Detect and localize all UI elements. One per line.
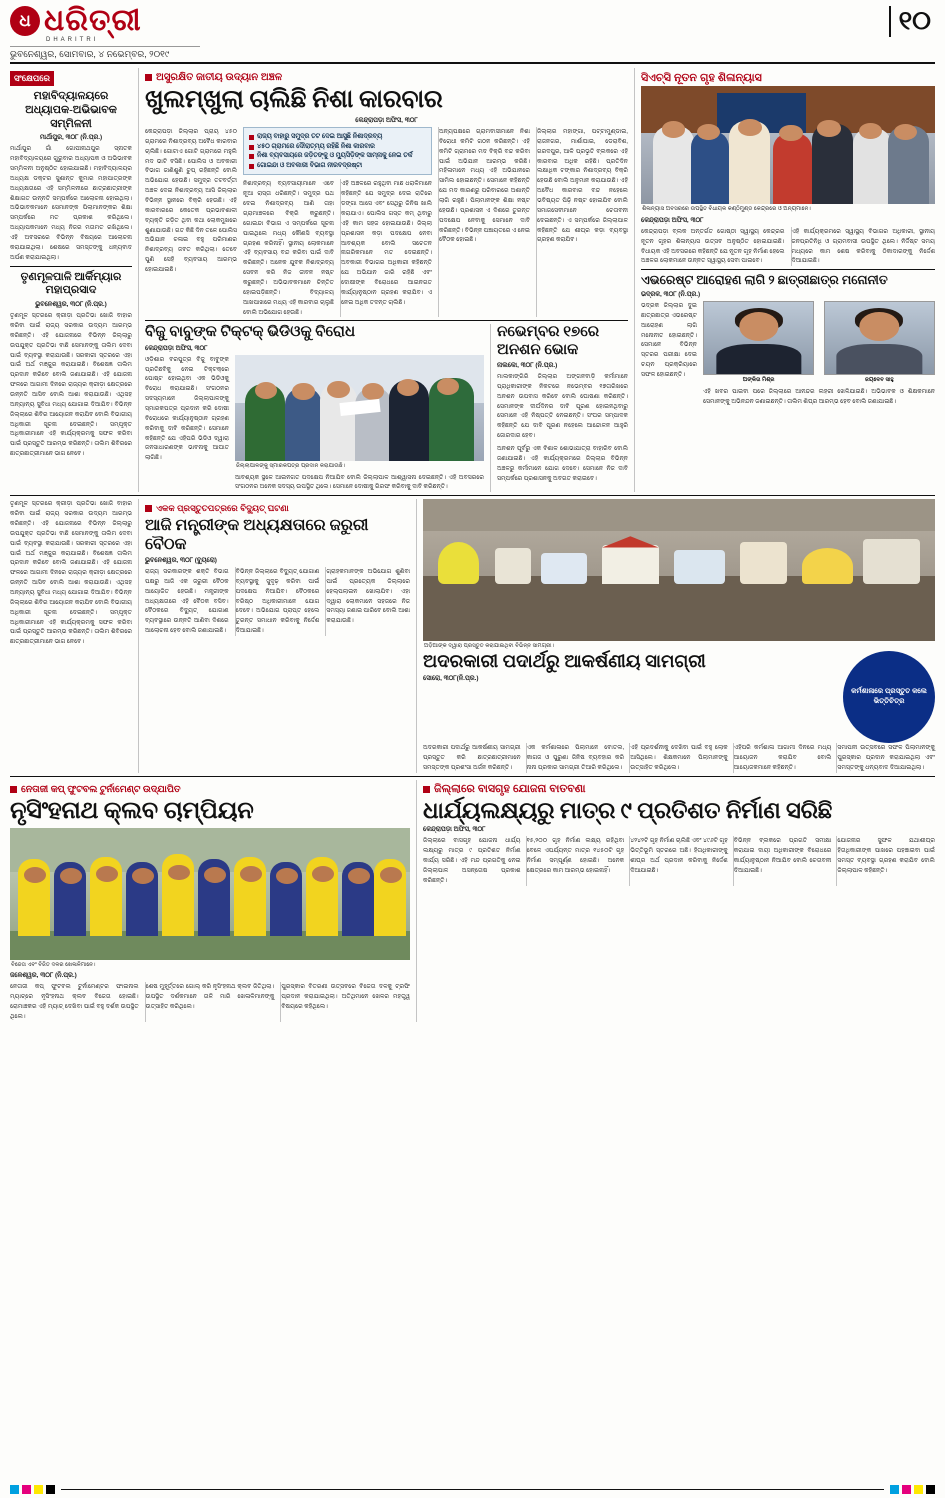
bidyut-col-1: ରାଜ୍ୟ ସରକାରଙ୍କ ଶକ୍ତି ବିଭାଗ ପକ୍ଷରୁ ଆଜି ଏକ ଜରୁରୀ ବୈଠକ ଆୟୋଜିତ ହେଉଛି। ମନ୍ତ୍ରୀଙ୍କ ଅଧ୍ୟକ୍ଷତାରେ ଏହି ବୈଠକ ବସିବ। ବୈଠକରେ ବିଦ୍ୟୁତ୍ ଯୋଗାଣ ବ୍ୟବସ୍ଥାରେ ଉନ୍ନତି ଆଣିବା ଦିଶରେ ଆଲୋଚନା ହେବ ବୋଲି ଜଣାଯାଇଛି। bbox=[145, 568, 229, 635]
lead-bullet-4: ଗୋଇନ୍ଦା ଓ ଅବକାରୀ ବିଭାଗ ନୀରବଦ୍ରଷ୍ଟା bbox=[249, 161, 426, 171]
housing-col-5: ଯୋଜନାର ସୁଫଳ ଯଥାଶୀଘ୍ର ହିତାଧିକାରୀଙ୍କ ପାଖରେ ପହଞ୍ଚାଇବା ପାଇଁ ସମସ୍ତ ବ୍ୟବସ୍ଥା ଗ୍ରହଣ କରାଯିବ ବୋଲି ଜିଲ୍ଲାପାଳ କହିଛନ୍ତି। bbox=[836, 836, 935, 885]
story-football bbox=[10, 780, 410, 1022]
football-photo-caption: ବିଜେତା ଏବଂ ବିଜିତ ଦଳର ଖେଳାଳିମାନେ। bbox=[11, 961, 96, 968]
anasana-byline: ନାଲକୋ, ୩୦୮ (ନି.ପ୍ର.) bbox=[497, 361, 558, 369]
story-waste bbox=[416, 499, 935, 772]
lead-kicker bbox=[145, 72, 282, 83]
story-anasana bbox=[490, 324, 628, 492]
housing-kicker bbox=[423, 783, 586, 796]
left-rail-lower bbox=[10, 499, 132, 772]
bidyut-byline: ଭୁବନେଶ୍ୱର, ୩୦୮ (ବ୍ୟୁରୋ) bbox=[145, 557, 217, 565]
housing-col-4: ବିଭିନ୍ନ ବ୍ଲକରେ ପ୍ରଗତି ସମୀକ୍ଷା କରାଯାଇ ଦାୟୀ ଅଧିକାରୀଙ୍କ ବିରୋଧରେ କାର୍ଯ୍ୟାନୁଷ୍ଠାନ ନିଆଯିବ ବୋଲି ଚେତାବନୀ ଦିଆଯାଇଛି। bbox=[733, 836, 832, 885]
everest-photo-1-name: ଅଙ୍କିତା ମିଶ୍ର bbox=[742, 377, 775, 384]
bidyut-headline: ଆଜି ମନ୍ତ୍ରୀଙ୍କ ଅଧ୍ୟକ୍ଷତାରେ ଜରୁରୀ ବୈଠକ bbox=[145, 517, 369, 553]
chc-kicker bbox=[641, 72, 762, 85]
swatch-cyan-icon bbox=[890, 1485, 899, 1494]
photo-football-teams bbox=[10, 828, 410, 960]
waste-col-1: ଅଦରକାରୀ ପଦାର୍ଥରୁ ଆକର୍ଷଣୀୟ ସାମଗ୍ରୀ ପ୍ରସ୍ତୁତ କରି ଛାତ୍ରଛାତ୍ରୀମାନେ ସମସ୍ତଙ୍କ ପ୍ରଶଂସା ଅର୍ଜନ କରିଛନ୍ତି। bbox=[423, 744, 521, 771]
housing-byline: କେନ୍ଦ୍ରାପଡ଼ା ଅଫିସ, ୩୦୮ bbox=[423, 826, 486, 834]
everest-photo-2-name: ଜୟଦେବ ସାହୁ bbox=[864, 377, 894, 384]
masthead-logo-text: ଧରିତ୍ରୀ bbox=[44, 4, 142, 37]
avatar bbox=[824, 301, 935, 375]
waste-col-5: ସମାପନୀ ଉତ୍ସବରେ ସଫଳ ପିଲାମାନଙ୍କୁ ପୁରସ୍କାର ପ୍ରଦାନ କରାଯାଇଥିଲା ଏବଂ ସମସ୍ତଙ୍କୁ ଧନ୍ୟବାଦ ଦିଆଯାଇଥିଲା। bbox=[837, 744, 935, 771]
middle-band bbox=[10, 499, 935, 772]
chc-byline: କେନ୍ଦ୍ରାପଡ଼ା ଅଫିସ, ୩୦୮ bbox=[641, 216, 704, 224]
lead-bullet-1: ରାଜ୍ୟ ବାହାରୁ ସମୁଦ୍ର ତଟ ଦେଇ ଆସୁଛି ନିଶାଦ୍ରବ୍ୟ bbox=[249, 132, 426, 142]
swatch-black-icon bbox=[926, 1485, 935, 1494]
lead-story bbox=[145, 68, 628, 317]
waste-photo-caption: ଅଡ଼ିଆଙ୍କ ଦ୍ୱାରା ପ୍ରସ୍ତୁତ କରାଯାଇଥିବା ବିଭିନ୍ନ ସାମଗ୍ରୀ। bbox=[424, 643, 554, 650]
left-rail bbox=[10, 68, 132, 492]
housing-headline: ଧାର୍ଯ୍ୟଲକ୍ଷ୍ୟରୁ ମାତ୍ର ୯ ପ୍ରତିଶତ ନିର୍ମାଣ ସରିଛି bbox=[423, 797, 832, 823]
bullet-square-icon bbox=[249, 145, 254, 150]
everest-photo-1 bbox=[703, 301, 814, 384]
ticktock-col-1: ଓଡ଼ିଶାର ବରପୁତ୍ର ବିଜୁ ବାବୁଙ୍କ ପ୍ରତିଛବିକୁ ନେଇ ଟିକ୍‌ଟକ୍‌ରେ ପୋଷ୍ଟ ହୋଇଥିବା ଏକ ଭିଡିଓକୁ ବିରୋଧ କରାଯାଇଛି। ସଂଗଠନର ସଦସ୍ୟମାନେ ଜିଲ୍ଲାପାଳଙ୍କୁ ସ୍ମାରକପତ୍ର ପ୍ରଦାନ କରି ଦୋଷୀ ବିରୋଧରେ କାର୍ଯ୍ୟାନୁଷ୍ଠାନ ଗ୍ରହଣ କରିବାକୁ ଦାବି କରିଛନ୍ତି। ସେମାନେ କହିଛନ୍ତି ଯେ ଏହିପରି ଭିଡିଓ ଦ୍ୱାରା ଜନସାଧାରଣଙ୍କ ଭାବନାକୁ ଆଘାତ ଲାଗିଛି। bbox=[145, 355, 229, 462]
brief-1-text: ମାର୍ଥାପୁର ଗାଁ ଗୋପୀନାଥପୁର ସ୍ନାତକ ମହାବିଦ୍ୟାଳୟରେ ଗୁରୁବାର ଅଧ୍ୟାପକ ଓ ଅଭିଭାବକ ସମ୍ମିଳନୀ ଅନୁଷ୍ଠିତ ହୋଇଯାଇଛି। ମହାବିଦ୍ୟାଳୟର ଅଧ୍ୟକ୍ଷ ଡକ୍ଟର ସୁଶାନ୍ତ କୁମାର ମହାପାତ୍ରଙ୍କ ଅଧ୍ୟକ୍ଷତାରେ ଏହି ସମ୍ମିଳନୀରେ ଛାତ୍ରଛାତ୍ରୀଙ୍କ ଶିକ୍ଷାଗତ ଉନ୍ନତି ସମ୍ପର୍କରେ ଆଲୋଚନା ହୋଇଥିଲା। ଅଭିଭାବକମାନେ ସେମାନଙ୍କ ପିଲାମାନଙ୍କର ଶିକ୍ଷା ସମ୍ପର୍କରେ ମତ ପ୍ରକାଶ କରିଥିଲେ। ଅଧ୍ୟାପକମାନେ ମଧ୍ୟ ନିଜର ମତାମତ ରଖିଥିଲେ। ଏହି ଅବସରରେ ବିଭିନ୍ନ ବିଷୟରେ ଆଲୋଚନା କରାଯାଇଥିଲା। ଶେଷରେ ସମସ୍ତଙ୍କୁ ଧନ୍ୟବାଦ ଅର୍ପଣ କରାଯାଇଥିଲା। bbox=[10, 145, 132, 261]
football-col-1: ନେତାଜୀ କପ୍‌ ଫୁଟବଲ ଟୁର୍ନାମେଣ୍ଟର ଫାଇନାଲ ମ୍ୟାଚ୍‌ରେ ନୃସିଂହନାଥ କ୍ଲବ ବିଜେତା ହୋଇଛି। ରୋମାଞ୍ଚକର ଏହି ମ୍ୟାଚ୍‌ ଦେଖିବା ପାଇଁ ବହୁ ଦର୍ଶକ ଉପସ୍ଥିତ ଥିଲେ। bbox=[10, 983, 139, 1020]
swatch-magenta-icon bbox=[902, 1485, 911, 1494]
left-rail-lower-text: ତୃଣମୂଳ ସ୍ତରରେ କ୍ରୀଡ଼ା ପ୍ରତିଭା ଖୋଜି ବାହାର କରିବା ପାଇଁ ରାଜ୍ୟ ସରକାର ଉଦ୍ୟମ ଆରମ୍ଭ କରିଛନ୍ତି। ଏହି ଯୋଜନାରେ ବିଭିନ୍ନ ଜିଲ୍ଲାରୁ ଉପଯୁକ୍ତ ପ୍ରତିଭା ବାଛି ସେମାନଙ୍କୁ ତାଲିମ ଦେବା ପାଇଁ ବ୍ୟବସ୍ଥା କରାଯାଉଛି। ସରକାରୀ ସ୍ତରରେ ଏହା ପାଇଁ ଅର୍ଥ ମଞ୍ଜୁର କରାଯାଇଛି। ବିଶେଷଜ୍ଞ ତାଲିମ ପ୍ରଦାନ କରିବେ ବୋଲି ଜଣାଯାଇଛି। ଏହି ଯୋଜନା ଫଳରେ ଆଗାମୀ ଦିନରେ ରାଜ୍ୟର କ୍ରୀଡ଼ା କ୍ଷେତ୍ରରେ ଉନ୍ନତି ଆସିବ ବୋଲି ଆଶା କରାଯାଉଛି। ଏଥିସହ ଅନ୍ୟାନ୍ୟ ସୁବିଧା ମଧ୍ୟ ଯୋଗାଇ ଦିଆଯିବ। ବିଭିନ୍ନ ଜିଲ୍ଲାରେ ଶିବିର ଆୟୋଜନ କରାଯିବ ବୋଲି ବିଭାଗୀୟ ଅଧିକାରୀ ସୂଚନା ଦେଇଛନ୍ତି। ସମ୍ପୃକ୍ତ ଅଧିକାରୀମାନେ ଏହି କାର୍ଯ୍ୟକ୍ରମକୁ ସଫଳ କରିବା ପାଇଁ ପ୍ରସ୍ତୁତି ଆରମ୍ଭ କରିଛନ୍ତି। ତାଲିମ ଶିବିରରେ ଛାତ୍ରଛାତ୍ରୀମାନେ ଭାଗ ନେବେ। bbox=[10, 500, 132, 646]
registration-color-bars bbox=[10, 1485, 935, 1494]
housing-kicker-text: ଜିଲ୍ଲାରେ ବାସଗୃହ ଯୋଜନା ବାତବଣା bbox=[434, 782, 586, 795]
everest-byline: ଭଦ୍ରକ, ୩୦୮ (ନି.ପ୍ର.) bbox=[641, 291, 701, 299]
story-housing bbox=[416, 780, 935, 1022]
swatch-magenta-icon bbox=[22, 1485, 31, 1494]
bullet-square-icon bbox=[10, 786, 17, 793]
ticktock-photo-caption: ଜିଲ୍ଲାପାଳଙ୍କୁ ସ୍ମାରକପତ୍ର ପ୍ରଦାନ କରାଯାଉଛି। bbox=[236, 462, 346, 469]
masthead-logo-subtext: DHARITRI bbox=[46, 37, 99, 43]
bidyut-col-2: ବିଭିନ୍ନ ଜିଲ୍ଲାରେ ବିଦ୍ୟୁତ୍ ଯୋଗାଣ ବ୍ୟବସ୍ଥାକୁ ସୁଦୃଢ଼ କରିବା ପାଇଁ ପଦକ୍ଷେପ ନିଆଯିବ। ବୈଠକରେ ବରିଷ୍ଠ ଅଧିକାରୀମାନେ ଯୋଗ ଦେବେ। ଅଭିଯୋଗ ପ୍ରାପ୍ତ ହେଲେ ତୁରନ୍ତ ସମାଧାନ କରିବାକୁ ନିର୍ଦ୍ଦେଶ ଦିଆଯାଇଛି। bbox=[235, 568, 320, 635]
bullet-square-icon bbox=[249, 164, 254, 169]
bullet-square-icon bbox=[249, 135, 254, 140]
waste-col-3: ଏହି ପ୍ରଦର୍ଶନୀକୁ ଦେଖିବା ପାଇଁ ବହୁ ଲୋକ ଆସିଥିଲେ। ଶିକ୍ଷକମାନେ ପିଲାମାନଙ୍କୁ ଉତ୍ସାହିତ କରିଥିଲେ। bbox=[630, 744, 728, 771]
football-col-3: ପୁରସ୍କାର ବିତରଣୀ ଉତ୍ସବରେ ବିଜେତା ଦଳକୁ ଟ୍ରଫି ପ୍ରଦାନ କରାଯାଇଥିଲା। ଅତିଥିମାନେ ଖେଳର ମହତ୍ତ୍ୱ ବିଷୟରେ କହିଥିଲେ। bbox=[280, 982, 410, 1021]
lead-col-1: କେନ୍ଦ୍ରାପଡ଼ା ଜିଲ୍ଲାର ପ୍ରାୟ ୪୫୦ ଗ୍ରାମରେ ନିଶାଦ୍ରବ୍ୟ ଅବୈଧ କାରବାର ଚାଲିଛି। ଗୋଟାଏ ଗୋଟି ଗ୍ରାମରେ ମହୁଲି ମଦ ଭାଟି ବସିଛି। ପୋଲିସ ଓ ଅବକାରୀ ବିଭାଗ ଜାଣିଶୁଣି ଚୁପ୍‌ ରହିଛନ୍ତି ବୋଲି ଅଭିଯୋଗ ହେଉଛି। ସମୁଦ୍ର ତଟବର୍ତ୍ତୀ ଅଞ୍ଚଳ ଦେଇ ନିଶାଦ୍ରବ୍ୟ ଆସି ଜିଲ୍ଲାର ବିଭିନ୍ନ ସ୍ଥାନରେ ବିକ୍ରି ହେଉଛି। ଏହି କାରବାରରେ କେତେକ ପ୍ରଭାବଶାଳୀ ବ୍ୟକ୍ତି ଜଡ଼ିତ ଥିବା କଥା ଲୋକମୁଖରେ ଶୁଣାଯାଉଛି। ଗତ କିଛି ଦିନ ତଳେ ପୋଲିସ ଅଭିଯାନ ଚଳାଇ ବହୁ ପରିମାଣର ନିଶାଦ୍ରବ୍ୟ ଜବତ କରିଥିଲା। ତେବେ ପୁଣି ସେହି ବ୍ୟବସାୟ ଆରମ୍ଭ ହୋଇଯାଇଛି। bbox=[145, 128, 237, 274]
center-zone bbox=[138, 68, 628, 492]
masthead bbox=[10, 6, 935, 64]
anasana-col-1: ମାଲକାଙ୍ଗିରି ଜିଲ୍ଲାର ଅଙ୍ଗନବାଡ଼ି କର୍ମୀମାନେ ପ୍ରାଧିକାରୀଙ୍କ ନିକଟରେ ନଭେମ୍ବର ୧୭ତାରିଖରେ ଅନଶନ ଉପବାସ କରିବେ ବୋଲି ଘୋଷଣା କରିଛନ୍ତି। ସେମାନଙ୍କ ଦୀର୍ଘଦିନର ଦାବି ପୂରଣ ହୋଇନଥିବାରୁ ସେମାନେ ଏହି ନିଷ୍ପତ୍ତି ନେଇଛନ୍ତି। ସଂଘର ସମ୍ପାଦକ କହିଛନ୍ତି ଯେ ଦାବି ପୂରଣ ନହେଲେ ଆନ୍ଦୋଳନ ଆହୁରି ଜୋରଦାର ହେବ। bbox=[497, 372, 628, 440]
waste-col-4: ଏହିପରି କର୍ମଶାଳା ଆଗାମୀ ଦିନରେ ମଧ୍ୟ ଆୟୋଜନ କରାଯିବ ବୋଲି ଆୟୋଜକମାନେ କହିଛନ୍ତି। bbox=[733, 744, 832, 771]
lead-bullet-2: ୪୫୦ ଗ୍ରାମରେ ଦୌରାତ୍ମ୍ୟ ରହିଛି ନିଶା କାରବାର bbox=[249, 142, 426, 152]
housing-col-3: ୪୨୪୨ଟି ଗୃହ ନିର୍ମାଣ ଚାଲିଛି ଏବଂ ୪୯୬ଟି ଗୃହ ଭିତ୍ତିଭୂମି ସ୍ତରରେ ଅଛି। ହିତାଧିକାରୀଙ୍କୁ ଶୀଘ୍ର ଅର୍ଥ ପ୍ରଦାନ କରିବାକୁ ନିର୍ଦ୍ଦେଶ ଦିଆଯାଇଛି। bbox=[629, 836, 728, 885]
bidyut-kicker bbox=[145, 503, 289, 514]
housing-col-2: ୧୫,୨୦୦ ଗୃହ ନିର୍ମାଣ ଲକ୍ଷ୍ୟ ରହିଥିବା ବେଳେ ଏପର୍ଯ୍ୟନ୍ତ ମାତ୍ର ୧୪୫୦ଟି ଗୃହ ନିର୍ମାଣ ସମ୍ପୂର୍ଣ୍ଣ ହୋଇଛି। ଅନେକ କ୍ଷେତ୍ରରେ କାମ ଆରମ୍ଭ ହୋଇନାହିଁ। bbox=[526, 836, 625, 885]
everest-col-1: ଭଦ୍ରକ ଜିଲ୍ଲାର ଦୁଇ ଛାତ୍ରଛାତ୍ର ଏଭରେଷ୍ଟ ଆରୋହଣ ଲାଗି ମନୋନୀତ ହୋଇଛନ୍ତି। ସେମାନେ ବିଭିନ୍ନ ସ୍ତରର ପରୀକ୍ଷା ଦେଇ ଚୟନ ପ୍ରକ୍ରିୟାରେ ସଫଳ ହୋଇଛନ୍ତି। bbox=[641, 302, 697, 379]
lead-byline: କେନ୍ଦ୍ରାପଡ଼ା ଅଫିସ, ୩୦୮ bbox=[355, 117, 418, 124]
photo-craft-items bbox=[423, 499, 935, 641]
dateline: ଭୁବନେଶ୍ୱର, ସୋମବାର, ୪ ନଭେମ୍ବର, ୨୦୧୯ bbox=[10, 46, 200, 60]
brief-1-byline: ମାର୍ଥାପୁର, ୩୦୮ (ନି.ପ୍ର.) bbox=[39, 134, 103, 142]
bidyut-col-3: ଗ୍ରାହକମାନଙ୍କ ଅଭିଯୋଗ ଶୁଣିବା ପାଇଁ ପ୍ରତ୍ୟେକ ଜିଲ୍ଲାରେ ହେଲ୍ପଲାଇନ ଖୋଲାଯିବ। ଏହା ଦ୍ୱାରା ଲୋକମାନେ ସହଜରେ ନିଜ ସମସ୍ୟା ଜଣାଇ ପାରିବେ ବୋଲି ଆଶା କରାଯାଉଛି। bbox=[325, 567, 410, 636]
ticktock-byline: କେନ୍ଦ୍ରାପଡ଼ା ଅଫିସ, ୩୦୮ bbox=[145, 344, 208, 352]
brief-2-byline: ଭୁବନେଶ୍ୱର, ୩୦୮ (ନି.ପ୍ର.) bbox=[35, 301, 107, 309]
color-swatches-left bbox=[10, 1485, 55, 1494]
lead-col-3: ଏହି ଅଞ୍ଚଳରେ ରହୁଥିବା ମାଛ ଧରାଳିମାନେ କହିଛନ୍ତି ଯେ ସମୁଦ୍ର ଦେଇ ରାତିରେ ଡଙ୍ଗା ଆସେ ଏବଂ ସେଥିରୁ ଜିନିଷ ଖାଲି କରାଯାଏ। ପୋଲିସ ଗସ୍ତ କମ୍ ଥିବାରୁ ଏହି କାମ ସହଜ ହୋଇଯାଉଛି। ଜିଲ୍ଲା ପ୍ରଶାସନ କଡ଼ା ପଦକ୍ଷେପ ନେବା ଆବଶ୍ୟକ ବୋଲି ସଚେତନ ନାଗରିକମାନେ ମତ ଦେଇଛନ୍ତି। ଅବକାରୀ ବିଭାଗର ଅଧିକାରୀ କହିଛନ୍ତି ଯେ ଅଭିଯାନ ଜାରି ରହିଛି ଏବଂ ଦୋଷୀଙ୍କ ବିରୋଧରେ ଆଇନଗତ କାର୍ଯ୍ୟାନୁଷ୍ଠାନ ଗ୍ରହଣ କରାଯିବ। ଏ ନେଇ ଅଧିକ ତଦନ୍ତ ଚାଲିଛି। bbox=[340, 179, 432, 317]
brief-2-text: ତୃଣମୂଳ ସ୍ତରରେ କ୍ରୀଡ଼ା ପ୍ରତିଭା ଖୋଜି ବାହାର କରିବା ପାଇଁ ରାଜ୍ୟ ସରକାର ଉଦ୍ୟମ ଆରମ୍ଭ କରିଛନ୍ତି। ଏହି ଯୋଜନାରେ ବିଭିନ୍ନ ଜିଲ୍ଲାରୁ ଉପଯୁକ୍ତ ପ୍ରତିଭା ବାଛି ସେମାନଙ୍କୁ ତାଲିମ ଦେବା ପାଇଁ ବ୍ୟବସ୍ଥା କରାଯାଉଛି। ସରକାରୀ ସ୍ତରରେ ଏହା ପାଇଁ ଅର୍ଥ ମଞ୍ଜୁର କରାଯାଇଛି। ବିଶେଷଜ୍ଞ ତାଲିମ ପ୍ରଦାନ କରିବେ ବୋଲି ଜଣାଯାଇଛି। ଏହି ଯୋଜନା ଫଳରେ ଆଗାମୀ ଦିନରେ ରାଜ୍ୟର କ୍ରୀଡ଼ା କ୍ଷେତ୍ରରେ ଉନ୍ନତି ଆସିବ ବୋଲି ଆଶା କରାଯାଉଛି। ଏଥିସହ ଅନ୍ୟାନ୍ୟ ସୁବିଧା ମଧ୍ୟ ଯୋଗାଇ ଦିଆଯିବ। ବିଭିନ୍ନ ଜିଲ୍ଲାରେ ଶିବିର ଆୟୋଜନ କରାଯିବ ବୋଲି ବିଭାଗୀୟ ଅଧିକାରୀ ସୂଚନା ଦେଇଛନ୍ତି। ସମ୍ପୃକ୍ତ ଅଧିକାରୀମାନେ ଏହି କାର୍ଯ୍ୟକ୍ରମକୁ ସଫଳ କରିବା ପାଇଁ ପ୍ରସ୍ତୁତି ଆରମ୍ଭ କରିଛନ୍ତି। ତାଲିମ ଶିବିରରେ ଛାତ୍ରଛାତ୍ରୀମାନେ ଭାଗ ନେବେ। bbox=[10, 312, 132, 458]
bullet-square-icon bbox=[145, 74, 152, 81]
chc-col-2: ଏହି କାର୍ଯ୍ୟକ୍ରମରେ ସ୍ୱାସ୍ଥ୍ୟ ବିଭାଗର ଅଧିକାରୀ, ସ୍ଥାନୀୟ ଜନପ୍ରତିନିଧି ଓ ଗ୍ରାମବାସୀ ଉପସ୍ଥିତ ଥିଲେ। ନିର୍ଦ୍ଦିଷ୍ଟ ସମୟ ମଧ୍ୟରେ କାମ ଶେଷ କରିବାକୁ ଠିକାଦାରଙ୍କୁ ନିର୍ଦ୍ଦେଶ ଦିଆଯାଇଛି। bbox=[791, 227, 935, 265]
ticktock-col-2: ଆବଶ୍ୟକ ସ୍ଥଳେ ଆଇନଗତ ପଦକ୍ଷେପ ନିଆଯିବ ବୋଲି ଜିଲ୍ଲାପାଳ ଆଶ୍ୱାସନା ଦେଇଛନ୍ତି। ଏହି ଅବସରରେ ସଂଗଠନର ଅନେକ ସଦସ୍ୟ ଉପସ୍ଥିତ ଥିଲେ। ସେମାନେ ଦୋଷୀକୁ ଗିରଫ କରିବାକୁ ଦାବି କରିଛନ୍ତି। bbox=[235, 473, 484, 491]
swatch-yellow-icon bbox=[34, 1485, 43, 1494]
bottom-band bbox=[10, 780, 935, 1022]
lead-col-2: ନିଶାଦ୍ରବ୍ୟ ବ୍ୟବସାୟୀମାନେ ଏବେ ନୂଆ ରାସ୍ତା ଧରିଛନ୍ତି। ସମୁଦ୍ର ପଥ ଦେଇ ନିଶାଦ୍ରବ୍ୟ ଆଣି ତାହା ଗ୍ରାମାଞ୍ଚଳରେ ବିକ୍ରି କରୁଛନ୍ତି। ଗୋଇନ୍ଦା ବିଭାଗ ଏ ସମ୍ପର୍କରେ ସୂଚନା ପାଇଥିଲେ ମଧ୍ୟ କୌଣସି ବ୍ୟବସ୍ଥା ଗ୍ରହଣ କରିନାହିଁ। ସ୍ଥାନୀୟ ଲୋକମାନେ ଏହି ବ୍ୟବସାୟ ବନ୍ଦ କରିବା ପାଇଁ ଦାବି କରିଛନ୍ତି। ଅନେକ ଯୁବକ ନିଶାଦ୍ରବ୍ୟ ସେବନ କରି ନିଜ ଜୀବନ ନଷ୍ଟ କରୁଛନ୍ତି। ଅଭିଭାବକମାନେ ଚିନ୍ତିତ ହୋଇପଡ଼ିଛନ୍ତି। ବିଦ୍ୟାଳୟ ଆଖପାଖରେ ମଧ୍ୟ ଏହି କାରବାର ଚାଲୁଛି ବୋଲି ଅଭିଯୋଗ ହେଉଛି। bbox=[243, 180, 334, 316]
chc-kicker-text: ସିଏଚ୍‌ସି ନୂତନ ଗୃହ ଶିଳାନ୍ୟାସ bbox=[641, 72, 762, 84]
photo-foundation-stone bbox=[641, 86, 935, 204]
swatch-yellow-icon bbox=[914, 1485, 923, 1494]
waste-badge-text: କର୍ମଶାଳାରେ ପ୍ରସ୍ତୁତ କଲେ ଭିତ୍ତିଚିତ୍ର bbox=[851, 687, 927, 706]
waste-byline: ସୋରୋ, ୩୦୮(ନି.ପ୍ର.) bbox=[423, 674, 479, 682]
lead-bullet-3: ନିଶା ବ୍ୟବସାୟରେ ଜଡ଼ିତଙ୍କୁ ଓ ମ୍ୟୁସିଡ଼ିଙ୍କ ସାମ୍ନାକୁ ନେଇ ତର୍କ bbox=[249, 151, 426, 161]
football-headline: ନୃସିଂହନାଥ କ୍ଲବ ଚାମ୍ପିୟନ bbox=[10, 797, 254, 824]
bullet-square-icon bbox=[423, 786, 430, 793]
football-kicker-text: ନେତାଜୀ କପ୍‌ ଫୁଟବଲ ଟୁର୍ନାମେଣ୍ଟ ଉଦ୍‌ଯାପିତ bbox=[21, 783, 181, 795]
everest-col-2: ଏହି ଖବର ପାଇବା ପରେ ଜିଲ୍ଲାରେ ଆନନ୍ଦର ଲହରୀ ଖେଳିଯାଇଛି। ଅଭିଭାବକ ଓ ଶିକ୍ଷକମାନେ ସେମାନଙ୍କୁ ଅଭିନନ୍ଦନ ଜଣାଇଛନ୍ତି। ତାଲିମ ଶିଘ୍ର ଆରମ୍ଭ ହେବ ବୋଲି ଜଣାଯାଇଛି। bbox=[703, 388, 935, 405]
swatch-black-icon bbox=[46, 1485, 55, 1494]
brief-2-title: ତୃଣମୂଳପାଳି ଆର୍କିମ୍ୟାର ମହାପ୍ରସାଦ bbox=[20, 270, 122, 297]
football-col-2: ଶେଷ ମୁହୂର୍ତ୍ତରେ ଗୋଲ୍‌ କରି ନୃସିଂହନାଥ କ୍ଲବ ଜିତିଥିଲା। ଉପସ୍ଥିତ ଦର୍ଶକମାନେ ତାଳି ମାରି ଖେଳାଳିମାନଙ୍କୁ ଉତ୍ସାହିତ କରିଥିଲେ। bbox=[145, 982, 275, 1021]
anasana-headline-1: ନଭେମ୍ବର ୧୭ରେ bbox=[497, 324, 600, 341]
lead-headline: ଖୁଲମ୍‌ଖୁଲା ଚାଲିଛି ନିଶା କାରବାର bbox=[145, 86, 443, 113]
dharitri-emblem-icon: ଧ bbox=[10, 6, 40, 36]
housing-col-1: ଜିଲ୍ଲାରେ ବାସଗୃହ ଯୋଜନା ଧାର୍ଯ୍ୟ ଲକ୍ଷ୍ୟରୁ ମାତ୍ର ୯ ପ୍ରତିଶତ ନିର୍ମାଣ କାର୍ଯ୍ୟ ସରିଛି। ଏହି ମନ୍ଦ ପ୍ରଗତିକୁ ନେଇ ଜିଲ୍ଲାପାଳ ଅସନ୍ତୋଷ ପ୍ରକାଶ କରିଛନ୍ତି। bbox=[423, 837, 521, 884]
bullet-square-icon bbox=[249, 154, 254, 159]
logo-block bbox=[10, 6, 200, 60]
chc-col-1: କେନ୍ଦ୍ରାପଡ଼ା ବ୍ଲକ ଅନ୍ତର୍ଗତ ଗୋଷ୍ଠୀ ସ୍ୱାସ୍ଥ୍ୟ କେନ୍ଦ୍ରର ନୂତନ ଗୃହର ଶିଳାନ୍ୟାସ ଉତ୍ସବ ଅନୁଷ୍ଠିତ ହୋଇଯାଇଛି। ବିଧାୟକ ଏହି ଅବସରରେ କହିଛନ୍ତି ଯେ ନୂତନ ଗୃହ ନିର୍ମାଣ ହେଲେ ଅଞ୍ଚଳର ଲୋକମାନେ ଉନ୍ନତ ସ୍ୱାସ୍ଥ୍ୟ ସେବା ପାଇବେ। bbox=[641, 227, 785, 265]
ticktock-headline: ବିଜୁ ବାବୁଙ୍କ ଟିକ୍‌ଟକ୍‌ ଭିଡିଓକୁ ବିରୋଧ bbox=[145, 324, 356, 341]
swatch-cyan-icon bbox=[10, 1485, 19, 1494]
lead-col-5: ଜିଲ୍ଲାର ମହାଙ୍ଗା, ପଟ୍ଟାମୁଣ୍ଡାଇ, ରାଜନଗର, ମାର୍ଶାଘାଇ, ଡେରାବିଶ, ଗରଦପୁର, ଆଳି ପ୍ରଭୃତି ବ୍ଲକରେ ଏହି କାରବାର ଅଧିକ ରହିଛି। ପ୍ରତିଦିନ ଲକ୍ଷାଧିକ ଟଙ୍କାର ନିଶାଦ୍ରବ୍ୟ ବିକ୍ରି ହେଉଛି ବୋଲି ଅନୁମାନ କରାଯାଉଛି। ଏହି ଅବୈଧ କାରବାର ବନ୍ଦ ନହେଲେ ଭବିଷ୍ୟତ ପିଢ଼ି ନଷ୍ଟ ହୋଇଯିବ ବୋଲି ସମାଜସେବୀମାନେ ଚେତାବନୀ ଦେଇଛନ୍ତି। ଏ ସମ୍ପର୍କରେ ଜିଲ୍ଲାପାଳ କହିଛନ୍ତି ଯେ ଶୀଘ୍ର କଡ଼ା ବ୍ୟବସ୍ଥା ଗ୍ରହଣ କରାଯିବ। bbox=[536, 127, 628, 317]
waste-badge bbox=[843, 651, 935, 743]
football-kicker bbox=[10, 783, 181, 795]
everest-headline: ଏଭରେଷ୍ଟ ଆରୋହଣ ଲାଗି ୨ ଛାତ୍ରୀଛାତ୍ର ମନୋନୀତ bbox=[641, 273, 888, 288]
section-label-brief: ସଂକ୍ଷେପରେ bbox=[10, 71, 54, 86]
mid-row bbox=[145, 324, 628, 492]
color-swatches-right bbox=[890, 1485, 935, 1494]
everest-photo-2 bbox=[824, 301, 935, 384]
page-body bbox=[10, 68, 935, 492]
brief-1-title: ମହାବିଦ୍ୟାଳୟରେ ଅଧ୍ୟାପକ-ଅଭିଭାବକ ସମ୍ମିଳନୀ bbox=[25, 90, 117, 130]
photo-memorandum bbox=[235, 355, 484, 461]
lead-bullet-box bbox=[243, 127, 432, 175]
page-number: ୧୦ bbox=[889, 6, 935, 37]
story-bidyut bbox=[138, 499, 410, 772]
football-byline: ଜଳେଶ୍ୱର, ୩୦୮ (ନି.ପ୍ର.) bbox=[10, 972, 77, 980]
waste-col-2: ଏକ କର୍ମଶାଳାରେ ପିଲାମାନେ ବୋତଲ, କାଗଜ ଓ ପୁରୁଣା ଜିନିଷ ବ୍ୟବହାର କରି ନାନା ପ୍ରକାର ସାମଗ୍ରୀ ତିଆରି କରିଥିଲେ। bbox=[526, 744, 625, 771]
avatar bbox=[703, 301, 814, 375]
lead-kicker-text: ଅସୁରକ୍ଷିତ ଜାତୀୟ ଉଦ୍ୟାନ ଅଞ୍ଚଳ bbox=[156, 72, 283, 83]
waste-headline: ଅଦରକାରୀ ପଦାର୍ଥରୁ ଆକର୍ଷଣୀୟ ସାମଗ୍ରୀ bbox=[423, 651, 706, 672]
anasana-col-2: ଅନଶନ ପୂର୍ବରୁ ଏକ ବିଶାଳ ଶୋଭାଯାତ୍ରା ବାହାରିବ ବୋଲି ଜଣାଯାଇଛି। ଏହି କାର୍ଯ୍ୟକ୍ରମରେ ଜିଲ୍ଲାର ବିଭିନ୍ନ ଅଞ୍ଚଳରୁ କର୍ମୀମାନେ ଯୋଗ ଦେବେ। ସେମାନେ ନିଜ ଦାବି ସମ୍ପର୍କରେ ପ୍ରଶାସନକୁ ଅବଗତ କରାଇବେ। bbox=[497, 444, 628, 482]
story-ticktock bbox=[145, 324, 484, 492]
bidyut-kicker-text: ଏକକ ପ୍ରସ୍ତୁତପତ୍ରରେ ବିଦ୍ୟୁତ୍ ଘଟଣା bbox=[156, 503, 289, 514]
chc-photo-caption: ଶିଳାନ୍ୟାସ ଅବସରରେ ଉପସ୍ଥିତ ବିଧାୟକ କଣ୍ଠିମୁଣ୍ଡ କେନ୍ଦ୍ରରେ ଓ ଅନ୍ୟମାନେ। bbox=[642, 206, 811, 212]
anasana-headline-2: ଅନଶନ ଭୋକ bbox=[497, 341, 579, 358]
lead-col-4: ଅନ୍ୟପକ୍ଷରେ ଗ୍ରାମବାସୀମାନେ ନିଶା ବିରୋଧୀ କମିଟି ଗଠନ କରିଛନ୍ତି। ଏହି କମିଟି ଗ୍ରାମରେ ମଦ ବିକ୍ରି ବନ୍ଦ କରିବା ପାଇଁ ଅଭିଯାନ ଆରମ୍ଭ କରିଛି। ମହିଳାମାନେ ମଧ୍ୟ ଏହି ଅଭିଯାନରେ ସାମିଲ ହୋଇଛନ୍ତି। ସେମାନେ କହିଛନ୍ତି ଯେ ମଦ କାରଣରୁ ପରିବାରରେ ଅଶାନ୍ତି ଲାଗି ରହୁଛି। ପିଲାମାନଙ୍କ ଶିକ୍ଷା ନଷ୍ଟ ହେଉଛି। ପ୍ରଶାସନ ଏ ଦିଶରେ ତୁରନ୍ତ ପଦକ୍ଷେପ ନେବାକୁ ସେମାନେ ଦାବି କରିଛନ୍ତି। ବିଭିନ୍ନ ପଞ୍ଚାୟତରେ ଏ ନେଇ ବୈଠକ ହୋଇଛି। bbox=[438, 127, 530, 317]
bullet-square-icon bbox=[145, 505, 152, 512]
right-zone bbox=[634, 68, 935, 492]
